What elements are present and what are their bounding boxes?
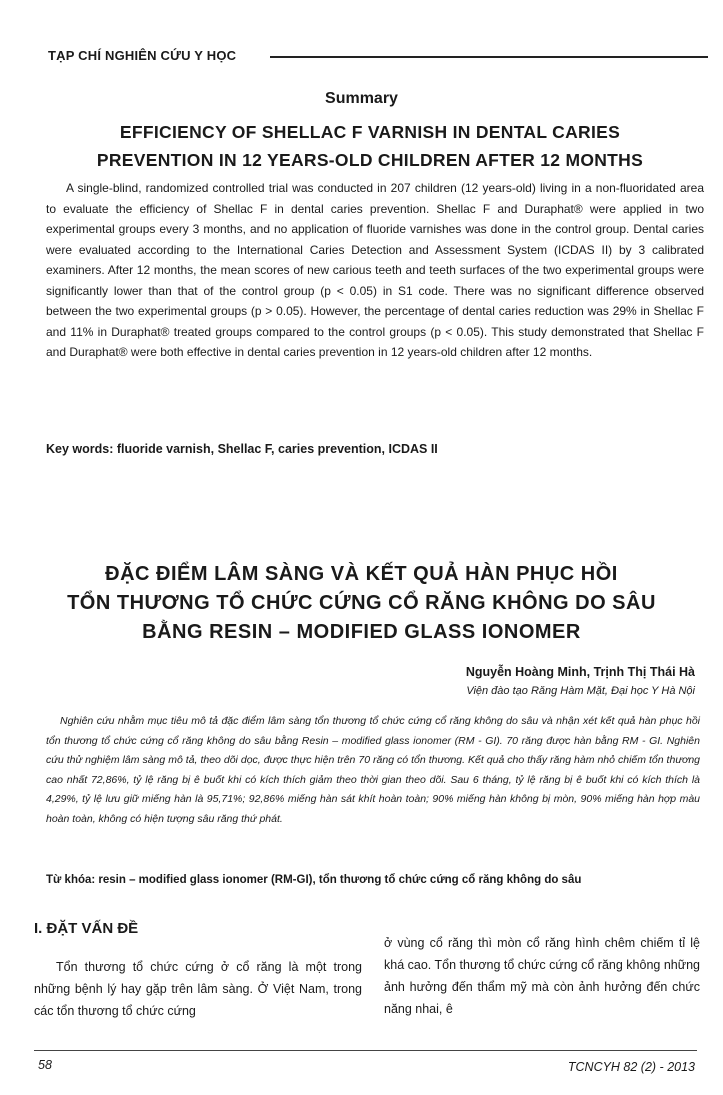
authors: Nguyễn Hoàng Minh, Trịnh Thị Thái Hà — [465, 665, 695, 679]
body-column-left — [34, 956, 362, 1022]
footer-journal-issue: TCNCYH 82 (2) - 2013 — [567, 1060, 695, 1074]
article-title — [40, 560, 683, 647]
summary-label: Summary — [325, 90, 398, 107]
article-title-line-2: TỔN THƯƠNG TỔ CHỨC CỨNG CỔ RĂNG KHÔNG DO SÂU — [67, 592, 656, 614]
english-title — [30, 118, 710, 174]
journal-name: TẠP CHÍ NGHIÊN CỨU Y HỌC — [48, 48, 237, 63]
article-title-line-3: BẰNG RESIN – MODIFIED GLASS IONOMER — [142, 621, 581, 643]
header-rule — [270, 56, 708, 58]
affiliation: Viện đào tạo Răng Hàm Mặt, Đại học Y Hà Nội — [466, 685, 695, 697]
running-header — [48, 44, 708, 68]
article-abstract — [46, 712, 700, 829]
body-paragraph: ở vùng cổ răng thì mòn cổ răng hình chêm chiếm tỉ lệ khá cao. Tổn thương tổ chức cứng cổ răng không những ảnh hưởng đến thẩm mỹ mà còn ảnh hưởng đến chức năng nhai, ê — [384, 936, 700, 1016]
article-abstract-text: Nghiên cứu nhằm mục tiêu mô tả đặc điểm lâm sàng tổn thương tổ chức cứng cổ răng không do sâu và nhận xét kết quả hàn phục hồi tổn thương tổ chức cứng cổ răng không do sâu bằng Resin – modified glass ionomer (RM - GI). 70 răng được hàn bằng RM - GI. Nghiên cứu thử nghiệm lâm sàng mô tả, theo dõi dọc, được thực hiện trên 70 răng có tổn thương. Kết quả cho thấy răng hàm nhỏ chiếm tổn thương cao nhất 72,86%, tỷ lệ răng bị ê buốt khi có kích thích giảm theo thời gian theo dõi. Sau 6 tháng, tỷ lệ răng bị ê buốt khi có kích thích là 4,29%, tỷ lệ lưu giữ miếng hàn là 95,71%; 92,86% miếng hàn sát khít hoàn toàn; 90% miếng hàn không bị mòn, 90% miếng hàn hợp màu hoàn toàn, không có hiện tượng sâu răng thứ phát. — [46, 715, 700, 825]
article-keywords: Từ khóa: resin – modified glass ionomer (RM-GI), tổn thương tổ chức cứng cổ răng không do sâu — [46, 874, 582, 886]
english-title-line-2: PREVENTION IN 12 YEARS-OLD CHILDREN AFTER 12 MONTHS — [96, 150, 644, 170]
footer-rule — [34, 1050, 697, 1051]
section-heading: I. ĐẶT VẤN ĐỀ — [34, 920, 139, 937]
page-number: 58 — [38, 1058, 52, 1072]
english-title-line-1: EFFICIENCY OF SHELLAC F VARNISH IN DENTAL CARIES — [119, 122, 621, 142]
body-paragraph: Tổn thương tổ chức cứng ở cổ răng là một trong những bệnh lý hay gặp trên lâm sàng. Ở Việt Nam, trong các tổn thương tổ chức cứng — [34, 960, 362, 1018]
body-column-right — [384, 932, 700, 1020]
english-keywords: Key words: fluoride varnish, Shellac F, caries prevention, ICDAS II — [46, 442, 438, 456]
article-title-line-1: ĐẶC ĐIỂM LÂM SÀNG VÀ KẾT QUẢ HÀN PHỤC HỒI — [105, 563, 618, 585]
english-abstract — [46, 178, 704, 363]
english-abstract-text: A single-blind, randomized controlled trial was conducted in 207 children (12 years-old) living in a non-fluoridated area to evaluate the efficiency of Shellac F in dental caries prevention. Shellac F and Duraphat® were applied in two experimental groups every 3 months, and no application of fluoride varnishes was done in the control group. Dental caries were evaluated according to the International Caries Detection and Assessment System (ICDAS II) by 3 calibrated examiners. After 12 months, the mean scores of new carious teeth and teeth surfaces of the two experimental groups were significantly lower than that of the control group (p < 0.05) in S1 code. There was no significant difference observed between the two experimental groups (p > 0.05). However, the percentage of dental caries reduction was 29% in Shellac F and 11% in Duraphat® treated groups compared to the control groups (p < 0.05). This study demonstrated that Shellac F and Duraphat® were both effective in dental caries prevention in 12 years-old children after 12 months. — [46, 181, 704, 359]
